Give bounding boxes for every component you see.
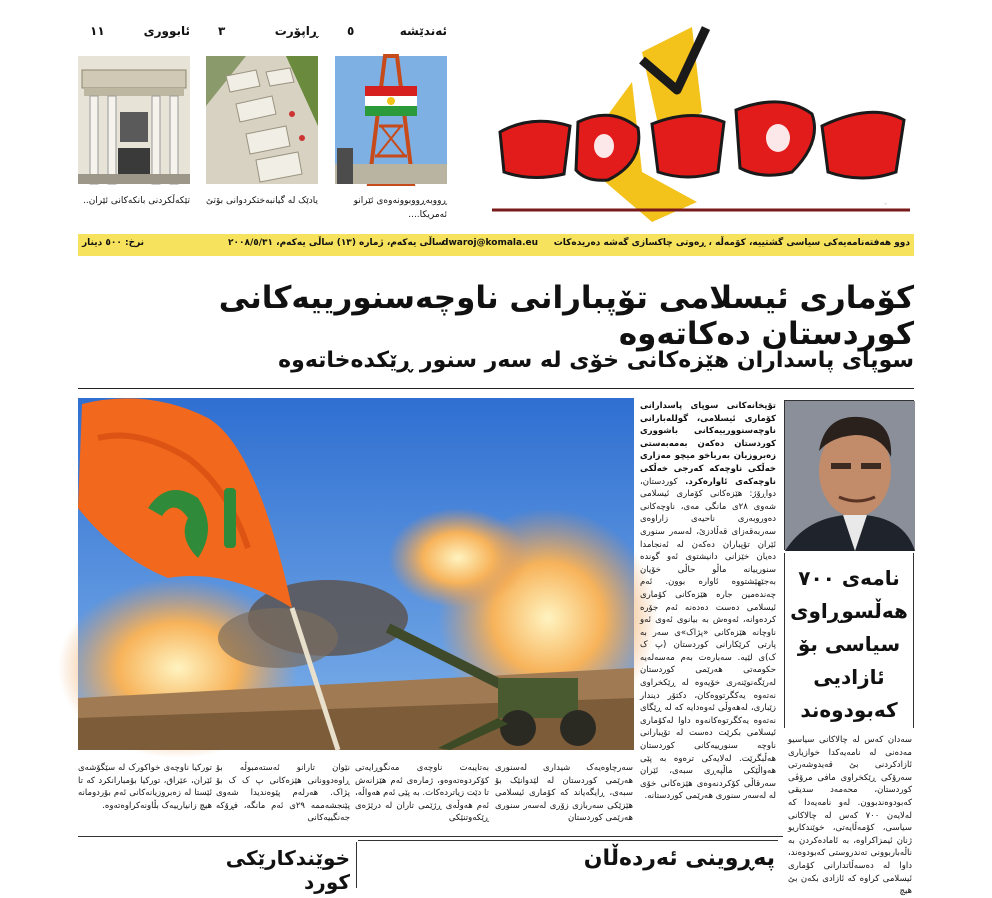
teaser-label: ڕاپۆرت (274, 24, 318, 38)
teaser-image-oil-rig[interactable] (335, 56, 447, 184)
teaser-image-memorial[interactable] (206, 56, 318, 184)
teaser-page-number: ١١ (90, 24, 105, 38)
teaser-label: ئابووری (143, 24, 190, 38)
article-column-1: سەرچاوەیەک شیداری لەسنوری هەرێمی کوردستان لە لێدوانێک بۆ سبەی، ڕایگەیاند کە کۆماری ئیسلامی هێزێکی سەربازی زۆری لەسەر سنوری هەرێمی کوردستان (495, 763, 633, 824)
teaser-page-number: ٣ (218, 24, 226, 38)
main-photo-artillery[interactable] (78, 398, 634, 750)
price: نرخ: ٥٠٠ دینار (82, 238, 145, 248)
bottom-headline-student[interactable]: خوێندکارێکی کورد (225, 846, 350, 894)
issue-info: ساڵی یەکەم، ژمارە (١٣) ساڵی یەکەم، ٢٠٠٨/٥/٣١ (228, 238, 445, 248)
bottom-headline-ardalan[interactable]: پەڕوینی ئەردەڵان (583, 846, 775, 871)
article-column-2: بەتایبەت ناوچەی مەنگوڕایەتی کۆکردوەتەوەو، ژمارەی ئەم هێزانەش تا دێت زیاتردەکات. بە پێی ئەم هەواڵە، ئەم هەوڵەی ڕژێمی تاران لە درێژەی ڕێکەوتنێکی (355, 763, 489, 824)
divider (78, 388, 914, 389)
divider (358, 840, 778, 841)
teaser-caption: ڕووبەڕووبوونەوەی ئێرانو ئەمریکا.... (353, 196, 447, 220)
masthead-logo[interactable] (492, 22, 914, 228)
lead-article-column (640, 400, 776, 836)
sidebar-portrait[interactable] (784, 400, 914, 550)
divider (356, 842, 357, 888)
main-headline[interactable]: کۆماری ئیسلامی تۆپبارانی ناوچەسنورییەکانی کوردستان دەکاتەوە (218, 280, 914, 352)
issue-info-band (78, 234, 914, 256)
teaser-caption: یادێک لە گیانبەختکردوانی بۆتێ (206, 196, 318, 206)
teaser-label: ئەندێشە (399, 24, 447, 38)
lead-body: کوردستان، دواڕۆژ: هێزەکانی کۆماری ئیسلامی شەوی ٢٨ی مانگی مەی، ناوچەکانی دەوروبەری ناحیەی زاراوەی سەربەقەزای قەڵادزێ، لەسەر سنوری ئێران تۆپباران دەکەن لە ئەنجامدا دەیان خێزانی دانیشتوی ئەو گوندە سنورییانە ماڵو حاڵی خۆیان بەجێهێشتووە ئاوارە بوون. ئەم چەندەمین جارە هێزەکانی کۆماری ئیسلامی دەست دەدەنە ئەم جۆرە کردەوانە، ئەوەش بە بیانوی ئەوی ئەو ناوچانە هێزەکانی «پژاک»ی سەر بە پارتی کرێکارانی کوردستان (پ ک ک)ی لێیە. سەبارەت بەم مەسەلەیە حکومەتی هەرێمی کوردستان لەرێگەنوێنەری خۆیەوە لە ڕێکخراوی نەتەوە یەکگرتووەکان، دکتۆر دیندار زێباری، لەهەوڵی ئەوەدایە کە لە ڕێگای نەتەوە یەکگرتوەکانەوە داوا لەکۆماری ئیسلامی بکرێت دەست لە تۆپبارانی ناوچە سنورییەکانی کوردستان هەڵبگرێت. لەلایەکی ترەوە بە پێی هەواڵێکی ماڵپەڕی سبەی، ئێران سەرقاڵی کۆکردنەوەی هێزەکانی خۆی لە لەسەر سنوری هەرێمی کوردستانە. (640, 476, 777, 802)
sub-headline: سوپای پاسداران هێزەکانی خۆی لە سەر سنور ڕێکدەخاتەوە (278, 348, 914, 373)
svg-text:دواڕۆژ: دواڕۆژ (884, 204, 887, 205)
teaser-image-bank[interactable] (78, 56, 190, 184)
article-column-4: تورکیا ناوچەی خواکورک لە سێگۆشەی ئێران، عێراق، تورکیا بۆمبارانکرد کە تا ئێستا لە زەبروزیانەکانی ئەم بۆردومانە هیچ زانیارییەک بڵاونەکراوەتەوە. (78, 763, 212, 811)
divider (78, 836, 783, 837)
teaser-caption: تێکەڵکردنی بانکەکانی ئێران.. (82, 196, 190, 206)
sidebar-headline[interactable]: نامەی ٧٠٠ هەڵسوڕاوی سیاسی بۆ ئازادیی کەبودوەند (790, 566, 908, 722)
article-column-3: نێوان تارانو ئەستەمبوڵە بۆ ڕاوەدوونانی هێزەکانی پ ک ک بۆ پژاک. هەرلەم پێوەندیدا شەوی پێنجشەممە ٢٩ی ئەم مانگە، فڕۆکە جەنگییەکانی (216, 763, 350, 824)
tagline: دوو هەفتەنامەیەکی سیاسی گشتییە، کۆمەڵە ، ڕەوتی چاکسازی گەشە دەریدەکات (553, 238, 910, 248)
sidebar-article-body: سەدان کەس لە چالاکانی سیاسیو مەدەنی لە نامەیەکدا خوازیاری ئازادکردنی بێ قەیدوشەرتی سەرۆکی ڕێکخراوی مافی مرۆڤی کوردستان، محەمەد سدیقی کەبودوەندبوون. لەو نامەیەدا کە لەلایەن ٧٠٠ کەس لە چالاکانی سیاسی، کۆمەڵایەتی، خوێندکاریو ژنان ئیمزاکراوە، بە ئامادەکردن بە ناڵەباربوونی تەندروستی کەبودوەند، داوا لە دەسەڵاتدارانی کۆماری ئیسلامی کراوە کە ئازادی بکەن بێ هیچ (788, 735, 912, 897)
email-link[interactable]: dwaroj@komala.eu (442, 238, 539, 248)
lead-summary: تۆپخانەکانی سوپای پاسدارانی کۆماری ئیسلامی، گوللەبارانی ناوچەسنوورییەکانی باشووری کوردستان دەکەن بەمەبەستی زەبروزیان بەرباخو میچو مەزاری خەڵکی ناوچەکە کەرجی خەڵکی ناوچەکەی ئاوارەکرد. (640, 401, 776, 487)
teaser-page-number: ٥ (347, 24, 355, 38)
